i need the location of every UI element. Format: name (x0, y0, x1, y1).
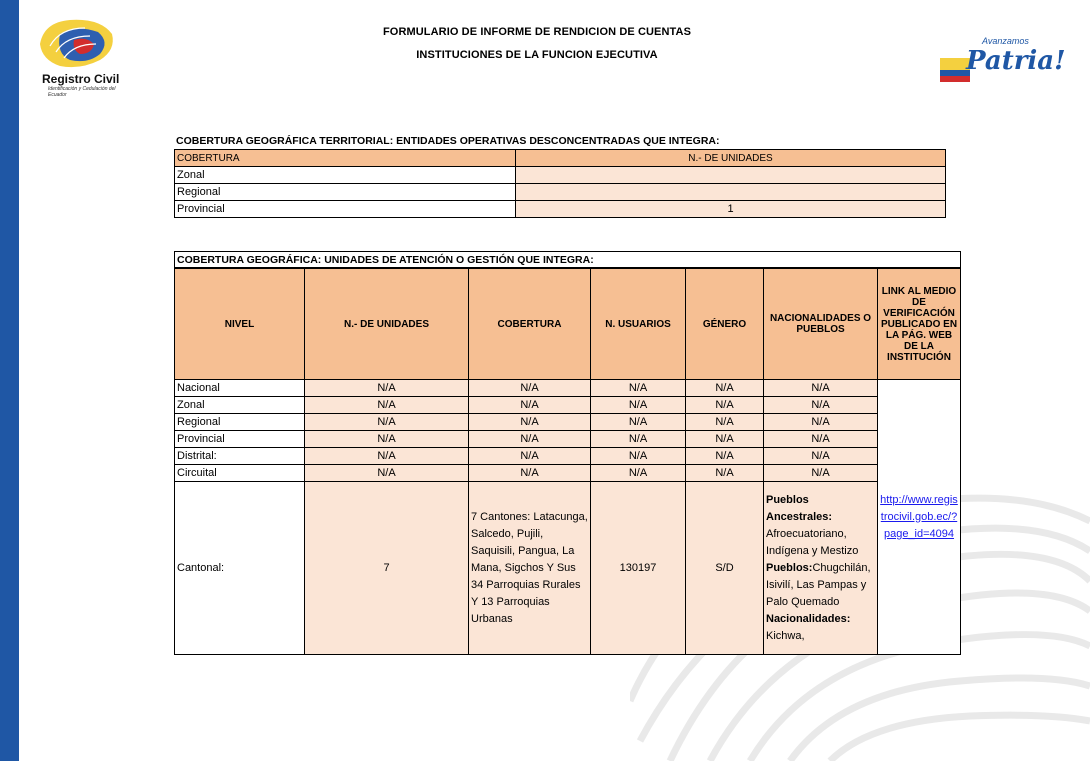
cantonal-units: 7 (305, 482, 469, 655)
na-cell: N/A (469, 397, 591, 414)
na-cell: N/A (469, 414, 591, 431)
cantonal-users: 130197 (591, 482, 686, 655)
na-cell: N/A (591, 465, 686, 482)
logo-left-name: Registro Civil (42, 72, 120, 86)
table-row (175, 465, 961, 482)
pueblos-ancestrales-value: Afroecuatoriano, Indígena y Mestizo (766, 527, 859, 557)
na-cell: N/A (764, 414, 878, 431)
na-cell: N/A (686, 397, 764, 414)
na-cell: N/A (686, 414, 764, 431)
level-label: Nacional (175, 380, 305, 397)
table2-col-nivel: NIVEL (175, 269, 305, 380)
na-cell: N/A (305, 414, 469, 431)
verification-link[interactable]: http://www.registrocivil.gob.ec/?page_id=4094 (880, 493, 958, 540)
table-row (175, 397, 961, 414)
na-cell: N/A (469, 380, 591, 397)
form-subtitle: INSTITUCIONES DE LA FUNCION EJECUTIVA (416, 49, 658, 61)
table2-section-title: COBERTURA GEOGRÁFICA: UNIDADES DE ATENCIÓN O GESTIÓN QUE INTEGRA: (175, 252, 961, 268)
table1-row-value (516, 184, 946, 201)
pueblos-ancestrales-label: Pueblos Ancestrales: (766, 493, 833, 523)
pueblos-label: Pueblos: (766, 561, 813, 574)
table1-col-unidades: N.- DE UNIDADES (516, 150, 946, 167)
table2-col-cobertura: COBERTURA (469, 269, 591, 380)
na-cell: N/A (305, 465, 469, 482)
table-row (175, 184, 946, 201)
table-row (175, 414, 961, 431)
level-label: Circuital (175, 465, 305, 482)
na-cell: N/A (305, 380, 469, 397)
table2-col-genero: GÉNERO (686, 269, 764, 380)
table2-title-table (174, 251, 961, 268)
logo-right-top: Avanzamos (982, 36, 1029, 46)
na-cell: N/A (591, 397, 686, 414)
pueblos-value: Chugchilán, Isivilí, Las Pampas y Palo Quemado (766, 561, 871, 608)
na-cell: N/A (764, 380, 878, 397)
table1-row-label: Regional (175, 184, 516, 201)
cantonal-nationalities (764, 482, 878, 655)
na-cell: N/A (591, 431, 686, 448)
na-cell: N/A (764, 431, 878, 448)
cantonal-gender: S/D (686, 482, 764, 655)
na-cell: N/A (591, 380, 686, 397)
na-cell: N/A (686, 465, 764, 482)
table1-header-row (175, 150, 946, 167)
table-row (175, 201, 946, 218)
table2-col-nacionalidades: NACIONALIDADES O PUEBLOS (764, 269, 878, 380)
na-cell: N/A (305, 431, 469, 448)
table2-col-link: LINK AL MEDIO DE VERIFICACIÓN PUBLICADO EN LA PÁG. WEB DE LA INSTITUCIÓN (878, 269, 961, 380)
na-cell: N/A (591, 448, 686, 465)
na-cell: N/A (469, 431, 591, 448)
logo-left-subtitle: Identificación y Cedulación del Ecuador (48, 86, 116, 98)
na-cell: N/A (686, 380, 764, 397)
avanzamos-patria-logo (938, 34, 1066, 89)
na-cell: N/A (686, 431, 764, 448)
table-row (175, 482, 961, 655)
na-cell: N/A (469, 465, 591, 482)
na-cell: N/A (764, 465, 878, 482)
table1-section-title: COBERTURA GEOGRÁFICA TERRITORIAL: ENTIDADES OPERATIVAS DESCONCENTRADAS QUE INTEGRA: (176, 135, 720, 147)
table-row (175, 448, 961, 465)
logo-right-main: Patria! (966, 46, 1066, 76)
level-label: Regional (175, 414, 305, 431)
form-title: FORMULARIO DE INFORME DE RENDICION DE CUENTAS (382, 26, 692, 38)
nacionalidades-value: Kichwa, (766, 629, 805, 642)
na-cell: N/A (469, 448, 591, 465)
table1-row-value: 1 (516, 201, 946, 218)
na-cell: N/A (764, 448, 878, 465)
attention-units-table (174, 268, 961, 655)
table1-row-label: Provincial (175, 201, 516, 218)
verification-link-cell (878, 380, 961, 655)
level-label: Zonal (175, 397, 305, 414)
level-label: Distrital: (175, 448, 305, 465)
territorial-coverage-table (174, 149, 946, 218)
table2-col-unidades: N.- DE UNIDADES (305, 269, 469, 380)
table-row (175, 380, 961, 397)
table-row (175, 167, 946, 184)
na-cell: N/A (305, 448, 469, 465)
table1-col-cobertura: COBERTURA (175, 150, 516, 167)
na-cell: N/A (686, 448, 764, 465)
level-label: Cantonal: (175, 482, 305, 655)
cantonal-coverage: 7 Cantones: Latacunga, Salcedo, Pujili, Saquisili, Pangua, La Mana, Sigchos Y Sus 34 Parroquias Rurales Y 13 Parroquias Urbanas (469, 482, 591, 655)
table2-header-row (175, 269, 961, 380)
na-cell: N/A (591, 414, 686, 431)
table1-row-label: Zonal (175, 167, 516, 184)
ecuador-map-icon (30, 14, 120, 74)
level-label: Provincial (175, 431, 305, 448)
table-row (175, 431, 961, 448)
left-accent-bar (0, 0, 19, 761)
table2-col-usuarios: N. USUARIOS (591, 269, 686, 380)
na-cell: N/A (764, 397, 878, 414)
table1-row-value (516, 167, 946, 184)
nacionalidades-label: Nacionalidades: (766, 612, 851, 625)
na-cell: N/A (305, 397, 469, 414)
